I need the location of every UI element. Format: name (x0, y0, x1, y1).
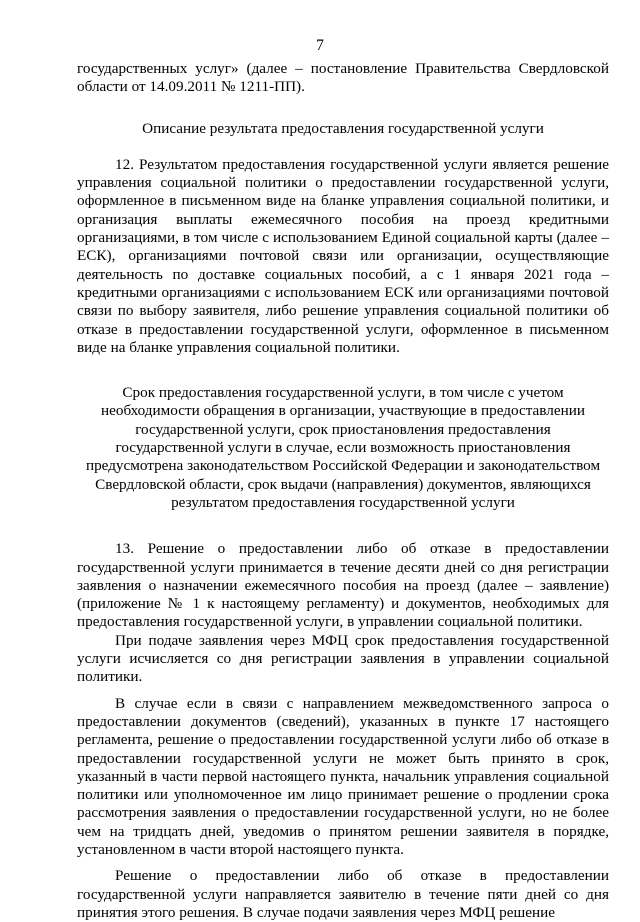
paragraph-interagency: В случае если в связи с направлением межведомственного запроса о предоставлении документов (сведений), указанных в пункте 17 настоящего регламента, решение о предоставлении государственной услуги либо об отказе в предоставлении государственной услуги не может быть принято в срок, указанный в части первой настоящего пункта, начальник управления социальной политики или уполномоченное им лицо принимает решение о продлении срока рассмотрения заявления о предоставлении государственной услуги, но не более чем на тридцать дней, уведомив о принятом решении заявителя в порядке, установленном в части второй настоящего пункта. (77, 694, 609, 858)
section-heading-result: Описание результата предоставления государственной услуги (142, 119, 544, 137)
paragraph-12: 12. Результатом предоставления государственной услуги является решение управления социальной политики о предоставлении государственной услуги, оформленное в письменном виде на бланке управления социальной политики, и организация выплаты ежемесячного пособия на проезд кредитными организациями, в том числе с использованием Единой социальной карты (далее – ЕСК), организациями почтовой связи или организации, осуществляющие деятельность по доставке социальных пособий, а с 1 января 2021 года – кредитными организациями с использованием ЕСК или организациями почтовой связи по выбору заявителя, либо решение управления социальной политики об отказе в предоставлении государственной услуги, оформленное в письменном виде на бланке управления социальной политики. (77, 155, 609, 356)
page-number: 7 (316, 37, 324, 54)
paragraph-decision: Решение о предоставлении либо об отказе в предоставлении государственной услуги направляется заявителю в течение пяти дней со дня принятия этого решения. В случае подачи заявления через МФЦ решение (77, 867, 609, 921)
continuation-paragraph: государственных услуг» (далее – постановление Правительства Свердловской области от 14.09.2011 № 1211-ПП). (77, 60, 609, 96)
paragraph-mfc: При подаче заявления через МФЦ срок предоставления государственной услуги исчисляется со дня регистрации заявления в управлении социальной политики. (77, 631, 609, 686)
section-heading-terms: Срок предоставления государственной услуги, в том числе с учетом необходимости обращения в организации, участвующие в предоставлении государственной услуги, срок приостановления предоставления государственной услуги в случае, если возможность приостановления предусмотрена законодательством Российской Федерации и законодательством Свердловской области, срок выдачи (направления) документов, являющихся результатом предоставления государственной услуги (85, 384, 601, 511)
paragraph-13: 13. Решение о предоставлении либо об отказе в предоставлении государственной услуги принимается в течение десяти дней со дня регистрации заявления о назначении ежемесячного пособия на проезд (далее – заявление) (приложение № 1 к настоящему регламенту) и документов, необходимых для предоставления государственной услуги, в управлении социальной политики. (77, 540, 609, 631)
document-body (77, 60, 609, 922)
